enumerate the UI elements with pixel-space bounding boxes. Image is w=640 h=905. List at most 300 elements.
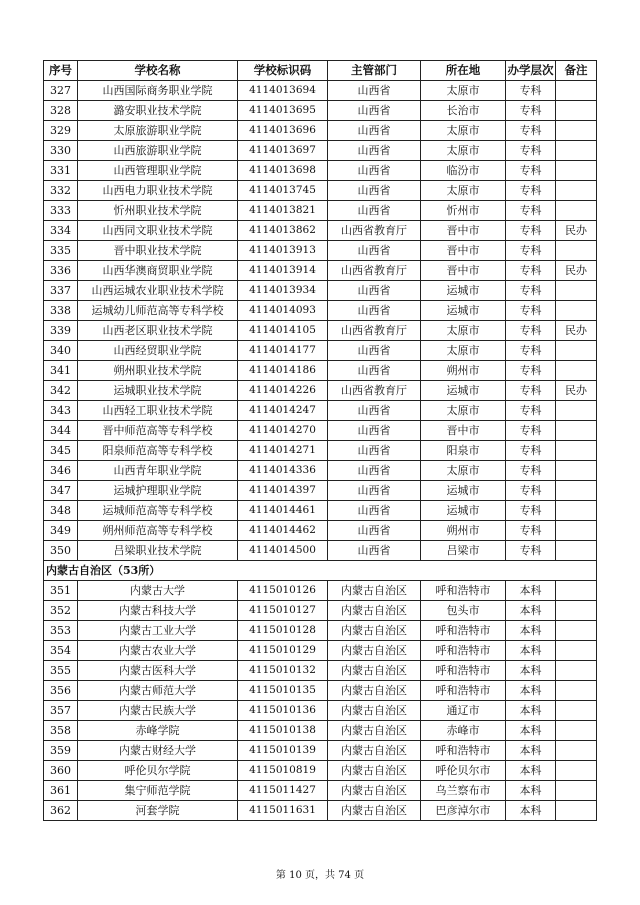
cell-school-code: 4115010819 <box>238 761 328 781</box>
cell-remark: 民办 <box>556 321 597 341</box>
cell-index: 355 <box>44 661 78 681</box>
table-row <box>44 801 597 821</box>
cell-authority: 内蒙古自治区 <box>328 601 421 621</box>
cell-school-code: 4115010126 <box>238 581 328 601</box>
cell-location: 运城市 <box>421 381 506 401</box>
table-row <box>44 401 597 421</box>
table-row <box>44 141 597 161</box>
cell-school-name: 内蒙古师范大学 <box>78 681 238 701</box>
cell-level: 本科 <box>506 801 556 821</box>
cell-school-name: 山西华澳商贸职业学院 <box>78 261 238 281</box>
cell-remark <box>556 101 597 121</box>
cell-authority: 内蒙古自治区 <box>328 781 421 801</box>
cell-school-code: 4114014500 <box>238 541 328 561</box>
cell-index: 334 <box>44 221 78 241</box>
cell-school-name: 山西轻工职业技术学院 <box>78 401 238 421</box>
cell-location: 晋中市 <box>421 261 506 281</box>
cell-level: 专科 <box>506 81 556 101</box>
cell-school-code: 4114013934 <box>238 281 328 301</box>
cell-school-name: 忻州职业技术学院 <box>78 201 238 221</box>
cell-school-name: 内蒙古医科大学 <box>78 661 238 681</box>
cell-level: 本科 <box>506 581 556 601</box>
cell-school-name: 山西旅游职业学院 <box>78 141 238 161</box>
cell-location: 太原市 <box>421 461 506 481</box>
cell-location: 呼和浩特市 <box>421 661 506 681</box>
cell-remark <box>556 541 597 561</box>
cell-school-code: 4114014186 <box>238 361 328 381</box>
table-header-row <box>44 61 597 81</box>
table-row <box>44 621 597 641</box>
cell-index: 351 <box>44 581 78 601</box>
cell-location: 太原市 <box>421 321 506 341</box>
cell-school-name: 山西运城农业职业技术学院 <box>78 281 238 301</box>
cell-level: 本科 <box>506 761 556 781</box>
cell-remark <box>556 461 597 481</box>
cell-location: 长治市 <box>421 101 506 121</box>
cell-remark <box>556 781 597 801</box>
cell-school-name: 运城职业技术学院 <box>78 381 238 401</box>
cell-index: 340 <box>44 341 78 361</box>
cell-authority: 内蒙古自治区 <box>328 641 421 661</box>
cell-school-code: 4114013698 <box>238 161 328 181</box>
cell-school-code: 4114014461 <box>238 501 328 521</box>
table-row <box>44 281 597 301</box>
cell-location: 太原市 <box>421 181 506 201</box>
table-row <box>44 221 597 241</box>
cell-location: 朔州市 <box>421 521 506 541</box>
table-row <box>44 461 597 481</box>
header-level: 办学层次 <box>506 61 556 81</box>
cell-location: 朔州市 <box>421 361 506 381</box>
table-row <box>44 341 597 361</box>
table-row <box>44 521 597 541</box>
cell-school-name: 内蒙古农业大学 <box>78 641 238 661</box>
cell-index: 349 <box>44 521 78 541</box>
cell-authority: 山西省 <box>328 161 421 181</box>
page-footer: 第 10 页，共 74 页 <box>275 870 365 881</box>
cell-location: 呼和浩特市 <box>421 741 506 761</box>
cell-index: 338 <box>44 301 78 321</box>
table-row <box>44 81 597 101</box>
cell-location: 包头市 <box>421 601 506 621</box>
table-row <box>44 261 597 281</box>
cell-school-name: 运城护理职业学院 <box>78 481 238 501</box>
cell-remark: 民办 <box>556 381 597 401</box>
cell-index: 344 <box>44 421 78 441</box>
cell-authority: 内蒙古自治区 <box>328 721 421 741</box>
cell-authority: 山西省 <box>328 461 421 481</box>
cell-remark <box>556 401 597 421</box>
cell-authority: 山西省 <box>328 201 421 221</box>
table-row <box>44 321 597 341</box>
cell-school-name: 内蒙古科技大学 <box>78 601 238 621</box>
table-row <box>44 481 597 501</box>
cell-authority: 内蒙古自治区 <box>328 761 421 781</box>
cell-level: 本科 <box>506 641 556 661</box>
cell-index: 343 <box>44 401 78 421</box>
cell-index: 357 <box>44 701 78 721</box>
table-row <box>44 581 597 601</box>
cell-school-code: 4114014462 <box>238 521 328 541</box>
cell-authority: 山西省 <box>328 341 421 361</box>
cell-school-code: 4114014336 <box>238 461 328 481</box>
cell-school-code: 4115011631 <box>238 801 328 821</box>
cell-remark <box>556 621 597 641</box>
cell-school-name: 集宁师范学院 <box>78 781 238 801</box>
cell-authority: 山西省教育厅 <box>328 381 421 401</box>
cell-remark <box>556 141 597 161</box>
table-row <box>44 781 597 801</box>
cell-school-code: 4114013821 <box>238 201 328 221</box>
cell-location: 晋中市 <box>421 241 506 261</box>
cell-authority: 内蒙古自治区 <box>328 701 421 721</box>
cell-authority: 山西省 <box>328 81 421 101</box>
cell-authority: 山西省 <box>328 501 421 521</box>
cell-remark <box>556 481 597 501</box>
table-row <box>44 101 597 121</box>
cell-authority: 山西省 <box>328 101 421 121</box>
section-header-row <box>44 561 597 581</box>
cell-school-code: 4115010136 <box>238 701 328 721</box>
cell-location: 太原市 <box>421 141 506 161</box>
cell-school-name: 吕梁职业技术学院 <box>78 541 238 561</box>
cell-index: 354 <box>44 641 78 661</box>
cell-level: 专科 <box>506 441 556 461</box>
cell-remark <box>556 81 597 101</box>
cell-school-name: 山西青年职业学院 <box>78 461 238 481</box>
cell-level: 本科 <box>506 661 556 681</box>
table-row <box>44 201 597 221</box>
cell-school-code: 4114013695 <box>238 101 328 121</box>
cell-location: 运城市 <box>421 501 506 521</box>
cell-remark <box>556 761 597 781</box>
cell-level: 专科 <box>506 521 556 541</box>
cell-remark <box>556 681 597 701</box>
cell-school-code: 4114013862 <box>238 221 328 241</box>
cell-location: 晋中市 <box>421 221 506 241</box>
table-row <box>44 361 597 381</box>
cell-remark <box>556 241 597 261</box>
cell-remark <box>556 721 597 741</box>
cell-index: 339 <box>44 321 78 341</box>
cell-school-code: 4114014105 <box>238 321 328 341</box>
cell-remark <box>556 441 597 461</box>
table-row <box>44 241 597 261</box>
cell-index: 337 <box>44 281 78 301</box>
cell-level: 本科 <box>506 621 556 641</box>
cell-level: 专科 <box>506 461 556 481</box>
cell-authority: 山西省 <box>328 441 421 461</box>
cell-school-code: 4114014226 <box>238 381 328 401</box>
cell-school-name: 晋中师范高等专科学校 <box>78 421 238 441</box>
cell-authority: 山西省 <box>328 481 421 501</box>
cell-level: 专科 <box>506 381 556 401</box>
cell-level: 专科 <box>506 141 556 161</box>
cell-remark <box>556 581 597 601</box>
cell-index: 352 <box>44 601 78 621</box>
cell-authority: 内蒙古自治区 <box>328 681 421 701</box>
cell-level: 专科 <box>506 161 556 181</box>
cell-index: 341 <box>44 361 78 381</box>
cell-location: 运城市 <box>421 281 506 301</box>
cell-index: 356 <box>44 681 78 701</box>
cell-index: 336 <box>44 261 78 281</box>
cell-school-name: 山西国际商务职业学院 <box>78 81 238 101</box>
cell-level: 专科 <box>506 261 556 281</box>
cell-location: 呼和浩特市 <box>421 581 506 601</box>
cell-school-name: 运城师范高等专科学校 <box>78 501 238 521</box>
table-row <box>44 161 597 181</box>
cell-index: 327 <box>44 81 78 101</box>
table-row <box>44 741 597 761</box>
cell-authority: 山西省 <box>328 121 421 141</box>
table-row <box>44 541 597 561</box>
cell-location: 临汾市 <box>421 161 506 181</box>
cell-school-code: 4115010132 <box>238 661 328 681</box>
cell-remark <box>556 601 597 621</box>
cell-remark <box>556 521 597 541</box>
cell-level: 专科 <box>506 241 556 261</box>
cell-school-code: 4115010138 <box>238 721 328 741</box>
cell-school-code: 4114014247 <box>238 401 328 421</box>
cell-level: 专科 <box>506 181 556 201</box>
table-row <box>44 641 597 661</box>
cell-authority: 山西省 <box>328 401 421 421</box>
header-authority: 主管部门 <box>328 61 421 81</box>
table-row <box>44 681 597 701</box>
cell-school-name: 河套学院 <box>78 801 238 821</box>
cell-index: 335 <box>44 241 78 261</box>
cell-remark <box>556 741 597 761</box>
cell-index: 330 <box>44 141 78 161</box>
cell-school-code: 4115010139 <box>238 741 328 761</box>
cell-remark <box>556 361 597 381</box>
cell-school-name: 太原旅游职业学院 <box>78 121 238 141</box>
cell-index: 346 <box>44 461 78 481</box>
cell-location: 呼和浩特市 <box>421 681 506 701</box>
cell-authority: 山西省 <box>328 361 421 381</box>
cell-level: 专科 <box>506 221 556 241</box>
cell-level: 专科 <box>506 321 556 341</box>
cell-school-code: 4114013696 <box>238 121 328 141</box>
cell-remark <box>556 641 597 661</box>
cell-school-code: 4114013745 <box>238 181 328 201</box>
cell-school-code: 4115010135 <box>238 681 328 701</box>
cell-school-code: 4114013914 <box>238 261 328 281</box>
cell-authority: 内蒙古自治区 <box>328 621 421 641</box>
cell-index: 348 <box>44 501 78 521</box>
table-row <box>44 761 597 781</box>
cell-authority: 山西省 <box>328 181 421 201</box>
cell-location: 巴彦淖尔市 <box>421 801 506 821</box>
cell-school-name: 晋中职业技术学院 <box>78 241 238 261</box>
cell-remark <box>556 701 597 721</box>
header-school-code: 学校标识码 <box>238 61 328 81</box>
cell-location: 忻州市 <box>421 201 506 221</box>
cell-level: 本科 <box>506 741 556 761</box>
cell-school-code: 4114014270 <box>238 421 328 441</box>
cell-remark <box>556 501 597 521</box>
cell-authority: 山西省教育厅 <box>328 261 421 281</box>
cell-level: 专科 <box>506 361 556 381</box>
table-row <box>44 421 597 441</box>
cell-location: 运城市 <box>421 481 506 501</box>
cell-school-name: 山西管理职业学院 <box>78 161 238 181</box>
cell-school-name: 赤峰学院 <box>78 721 238 741</box>
cell-authority: 山西省 <box>328 421 421 441</box>
cell-school-name: 朔州职业技术学院 <box>78 361 238 381</box>
cell-index: 342 <box>44 381 78 401</box>
cell-remark <box>556 421 597 441</box>
cell-remark <box>556 281 597 301</box>
cell-index: 333 <box>44 201 78 221</box>
table-row <box>44 501 597 521</box>
cell-authority: 山西省 <box>328 281 421 301</box>
cell-remark <box>556 181 597 201</box>
cell-school-code: 4114013694 <box>238 81 328 101</box>
cell-location: 太原市 <box>421 81 506 101</box>
cell-remark <box>556 121 597 141</box>
cell-index: 347 <box>44 481 78 501</box>
cell-index: 332 <box>44 181 78 201</box>
cell-level: 专科 <box>506 421 556 441</box>
table-row <box>44 441 597 461</box>
cell-level: 专科 <box>506 401 556 421</box>
cell-level: 本科 <box>506 721 556 741</box>
cell-index: 345 <box>44 441 78 461</box>
cell-authority: 山西省 <box>328 521 421 541</box>
cell-authority: 山西省 <box>328 241 421 261</box>
cell-school-name: 运城幼儿师范高等专科学校 <box>78 301 238 321</box>
cell-index: 359 <box>44 741 78 761</box>
table-body <box>44 81 597 821</box>
cell-level: 专科 <box>506 201 556 221</box>
cell-level: 本科 <box>506 681 556 701</box>
cell-location: 太原市 <box>421 121 506 141</box>
table-row <box>44 301 597 321</box>
header-remark: 备注 <box>556 61 597 81</box>
cell-location: 太原市 <box>421 401 506 421</box>
cell-level: 专科 <box>506 541 556 561</box>
cell-remark: 民办 <box>556 221 597 241</box>
cell-school-name: 山西电力职业技术学院 <box>78 181 238 201</box>
cell-index: 350 <box>44 541 78 561</box>
cell-level: 专科 <box>506 121 556 141</box>
cell-school-code: 4114014093 <box>238 301 328 321</box>
cell-index: 358 <box>44 721 78 741</box>
cell-school-name: 山西同文职业技术学院 <box>78 221 238 241</box>
cell-location: 通辽市 <box>421 701 506 721</box>
cell-authority: 山西省教育厅 <box>328 221 421 241</box>
cell-index: 353 <box>44 621 78 641</box>
cell-authority: 内蒙古自治区 <box>328 581 421 601</box>
cell-location: 呼和浩特市 <box>421 641 506 661</box>
cell-authority: 山西省 <box>328 141 421 161</box>
cell-location: 呼伦贝尔市 <box>421 761 506 781</box>
cell-location: 阳泉市 <box>421 441 506 461</box>
cell-index: 328 <box>44 101 78 121</box>
cell-school-name: 内蒙古大学 <box>78 581 238 601</box>
cell-remark <box>556 341 597 361</box>
cell-location: 赤峰市 <box>421 721 506 741</box>
table-row <box>44 381 597 401</box>
cell-school-name: 山西经贸职业学院 <box>78 341 238 361</box>
cell-level: 专科 <box>506 101 556 121</box>
cell-index: 361 <box>44 781 78 801</box>
cell-index: 331 <box>44 161 78 181</box>
table-row <box>44 661 597 681</box>
cell-authority: 山西省教育厅 <box>328 321 421 341</box>
cell-school-name: 阳泉师范高等专科学校 <box>78 441 238 461</box>
header-school-name: 学校名称 <box>78 61 238 81</box>
cell-remark <box>556 661 597 681</box>
header-location: 所在地 <box>421 61 506 81</box>
cell-school-code: 4114013697 <box>238 141 328 161</box>
cell-remark <box>556 161 597 181</box>
cell-school-code: 4114013913 <box>238 241 328 261</box>
section-title: 内蒙古自治区（53所） <box>44 561 597 581</box>
cell-level: 专科 <box>506 301 556 321</box>
cell-location: 运城市 <box>421 301 506 321</box>
cell-level: 专科 <box>506 501 556 521</box>
cell-school-name: 内蒙古工业大学 <box>78 621 238 641</box>
table-row <box>44 601 597 621</box>
cell-school-code: 4114014177 <box>238 341 328 361</box>
cell-remark <box>556 801 597 821</box>
table-row <box>44 721 597 741</box>
table-row <box>44 181 597 201</box>
cell-level: 专科 <box>506 481 556 501</box>
cell-level: 本科 <box>506 781 556 801</box>
cell-remark: 民办 <box>556 261 597 281</box>
cell-authority: 山西省 <box>328 301 421 321</box>
cell-authority: 内蒙古自治区 <box>328 741 421 761</box>
cell-authority: 内蒙古自治区 <box>328 801 421 821</box>
cell-remark <box>556 301 597 321</box>
cell-school-name: 山西老区职业技术学院 <box>78 321 238 341</box>
cell-level: 本科 <box>506 601 556 621</box>
school-list-table <box>43 60 597 821</box>
cell-index: 329 <box>44 121 78 141</box>
cell-remark <box>556 201 597 221</box>
cell-school-name: 内蒙古民族大学 <box>78 701 238 721</box>
cell-school-code: 4114014397 <box>238 481 328 501</box>
cell-school-code: 4114014271 <box>238 441 328 461</box>
cell-authority: 内蒙古自治区 <box>328 661 421 681</box>
cell-location: 太原市 <box>421 341 506 361</box>
cell-school-name: 潞安职业技术学院 <box>78 101 238 121</box>
table-row <box>44 701 597 721</box>
cell-location: 乌兰察布市 <box>421 781 506 801</box>
cell-school-code: 4115010129 <box>238 641 328 661</box>
cell-school-code: 4115010128 <box>238 621 328 641</box>
cell-location: 吕梁市 <box>421 541 506 561</box>
cell-location: 呼和浩特市 <box>421 621 506 641</box>
cell-index: 362 <box>44 801 78 821</box>
cell-school-name: 朔州师范高等专科学校 <box>78 521 238 541</box>
cell-level: 本科 <box>506 701 556 721</box>
cell-level: 专科 <box>506 281 556 301</box>
cell-school-code: 4115010127 <box>238 601 328 621</box>
cell-level: 专科 <box>506 341 556 361</box>
table-row <box>44 121 597 141</box>
cell-school-code: 4115011427 <box>238 781 328 801</box>
header-index: 序号 <box>44 61 78 81</box>
cell-location: 晋中市 <box>421 421 506 441</box>
cell-school-name: 呼伦贝尔学院 <box>78 761 238 781</box>
cell-school-name: 内蒙古财经大学 <box>78 741 238 761</box>
cell-index: 360 <box>44 761 78 781</box>
